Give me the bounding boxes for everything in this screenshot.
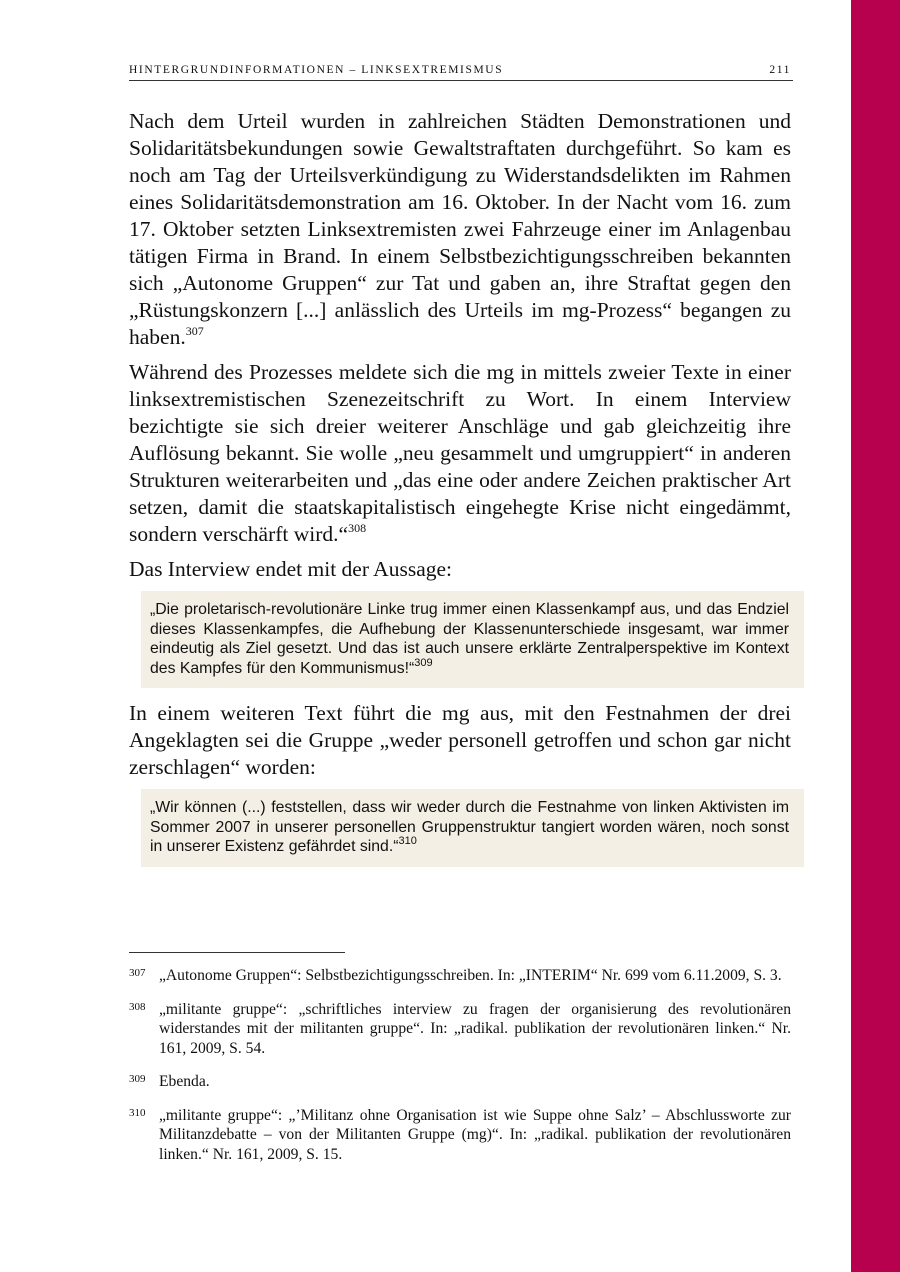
running-header bbox=[129, 64, 791, 76]
footnote bbox=[129, 966, 791, 986]
footnote-ref-309[interactable]: 309 bbox=[414, 656, 433, 669]
footnote-number: 308 bbox=[129, 1000, 146, 1013]
main-text bbox=[129, 108, 791, 879]
footnote-number: 307 bbox=[129, 967, 146, 979]
block-quote-further-text: „Wir können (...) feststellen, dass wir weder durch die Festnahme von linken Aktivisten im Sommer 2007 in unserer personellen Gruppenstruktur tangiert worden wären, noch sonst in unserer Existenz gefährdet sind.“ bbox=[150, 799, 789, 855]
footnote-text: „militante gruppe“: „schriftliches interview zu fragen der organisierung des revolutionären widerstandes mit der militanten gruppe“. In: „radikal. publikation der revolutionären linken.“ Nr. 161, 2009, S. 54. bbox=[159, 1000, 791, 1057]
footnotes bbox=[129, 966, 791, 1178]
footnote-number: 310 bbox=[129, 1106, 146, 1119]
block-quote-interview-text: „Die proletarisch-revolutionäre Linke trug immer einen Klassenkampf aus, und das Endziel dieses Klassenkampfes, die Aufhebung der Klassenunterschiede insgesamt, war immer eindeutig als Ziel gesetzt. Und das ist auch unsere erklärte Zentralperspektive im Kontext des Kampfes für den Kommunismus!“ bbox=[150, 601, 789, 677]
footnote-separator bbox=[129, 952, 345, 953]
paragraph-interview-intro: Das Interview endet mit der Aussage: bbox=[129, 557, 453, 581]
paragraph-trial bbox=[129, 359, 791, 548]
footnote-text: „militante gruppe“: „’Militanz ohne Organisation ist wie Suppe ohne Salz’ – Abschlussworte zur Militanzdebatte – von der Militanten Gruppe (mg)“. In: „radikal. publikation der revolutionären linken.“ Nr. 161, 2009, S. 15. bbox=[159, 1106, 791, 1163]
footnote-ref-310[interactable]: 310 bbox=[398, 835, 417, 847]
paragraph-trial-text: Während des Prozesses meldete sich die mg in mittels zweier Texte in einer linksextremistischen Szenezeitschrift zu Wort. In einem Interview bezichtigte sie sich dreier weiterer Anschläge und gab gleichzeitig ihre Auflösung bekannt. Sie wolle „neu gesammelt und umgruppiert“ in anderen Strukturen weiterarbeiten und „das eine oder andere Zeichen praktischer Art setzen, damit die staatskapitalistisch eingehegte Krise nicht eingedämmt, sondern verschärft wird.“ bbox=[129, 360, 791, 546]
paragraph-verdict bbox=[129, 108, 791, 351]
page-edge-color-bar bbox=[851, 0, 900, 1272]
footnote-text: Ebenda. bbox=[159, 1073, 210, 1090]
footnote bbox=[129, 1000, 791, 1059]
block-quote-interview bbox=[141, 591, 804, 688]
footnote-number: 309 bbox=[129, 1073, 146, 1085]
footnote bbox=[129, 1106, 791, 1165]
block-quote-further bbox=[141, 789, 804, 867]
paragraph-verdict-text: Nach dem Urteil wurden in zahlreichen Städten Demonstrationen und Solidaritätsbekundungen sowie Gewaltstraftaten durchgeführt. So kam es noch am Tag der Urteilsverkündigung zu Widerstandsdelikten im Rahmen eines Solidaritätsdemonstration am 16. Oktober. In der Nacht vom 16. zum 17. Oktober setzten Linksextremisten zwei Fahrzeuge einer im Anlagenbau tätigen Firma in Brand. In einem Selbstbezichtigungsschreiben bekannten sich „Autonome Gruppen“ zur Tat und gaben an, ihre Straftat gegen den „Rüstungskonzern [...] anlässlich des Urteils im mg-Prozess“ begangen zu haben. bbox=[129, 109, 791, 349]
running-header-title: HINTERGRUNDINFORMATIONEN – LINKSEXTREMISMUS bbox=[129, 64, 504, 76]
footnote-text: „Autonome Gruppen“: Selbstbezichtigungsschreiben. In: „INTERIM“ Nr. 699 vom 6.11.2009, S. 3. bbox=[159, 967, 782, 984]
footnote-ref-308[interactable]: 308 bbox=[348, 521, 367, 535]
footnote-ref-307[interactable]: 307 bbox=[185, 324, 204, 338]
paragraph-further-text: In einem weiteren Text führt die mg aus, mit den Festnahmen der drei Angeklagten sei die Gruppe „weder personell getroffen und schon gar nicht zerschlagen“ worden: bbox=[129, 701, 791, 779]
footnote bbox=[129, 1072, 791, 1092]
header-rule bbox=[129, 80, 793, 81]
page-number: 211 bbox=[769, 64, 791, 76]
